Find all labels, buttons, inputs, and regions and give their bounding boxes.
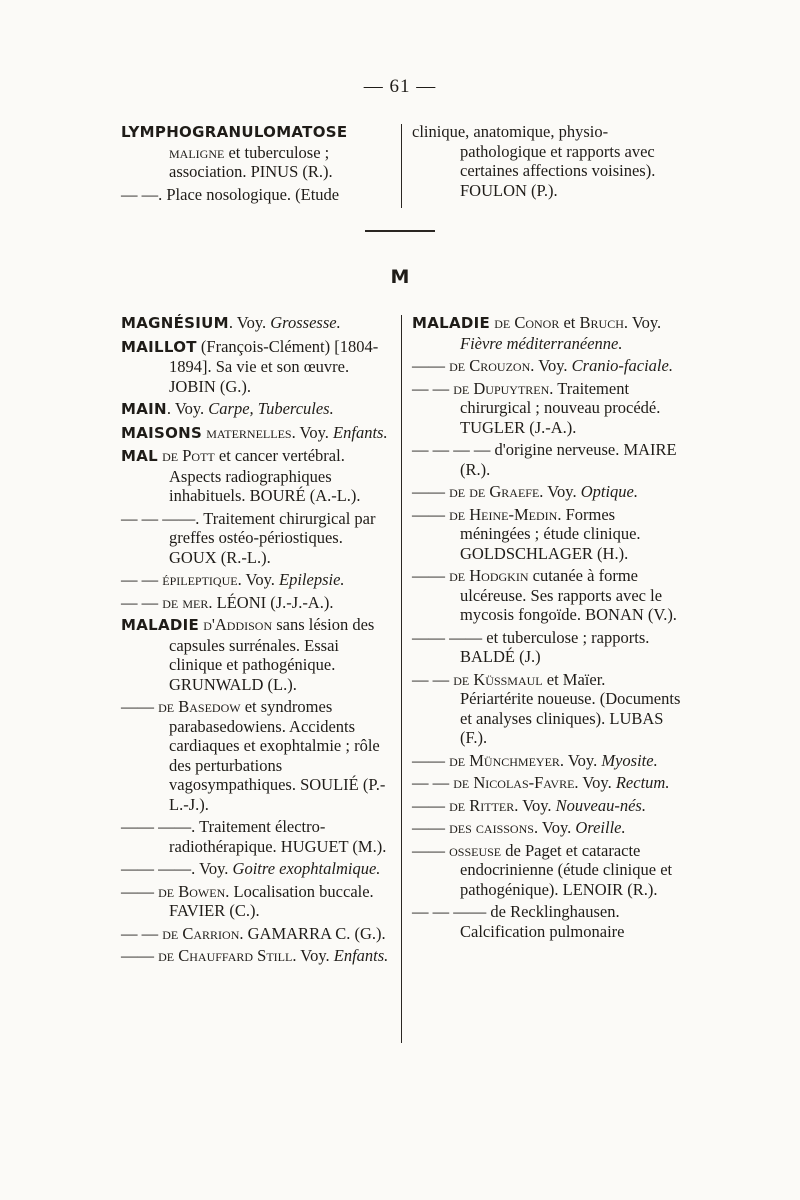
index-entry	[121, 697, 391, 814]
entry-text: de Münchmeyer	[449, 750, 560, 770]
entry-text: de Heine-Medin	[449, 504, 558, 524]
entry-keyword: MAL	[121, 447, 158, 465]
entry-text: ——	[412, 482, 450, 501]
index-entry	[412, 122, 682, 200]
entry-text: . Voy.	[574, 773, 616, 792]
entry-text: et syndromes parabasedowiens. Accidents cardiaques et exophtalmie ; rôle des perturbations vagosympathiques. SOULIÉ (P.-L.-J.).	[169, 697, 386, 814]
entry-text: — —. Place nosologique. (Etude	[121, 184, 340, 204]
entry-text: sans lésion des capsules surrénales. Essai clinique et pathogénique. GRUNWALD (L.).	[169, 615, 375, 694]
index-entry	[121, 924, 391, 944]
index-entry	[412, 773, 682, 793]
entry-text: de Dupuytren	[453, 378, 550, 398]
entry-text: . Voy.	[533, 818, 576, 837]
entry-text: osseuse	[449, 840, 502, 860]
entry-text: — —	[412, 378, 454, 398]
entry-text: . GAMARRA C. (G.).	[239, 923, 386, 943]
top-right-column	[412, 122, 682, 203]
main-left-column	[121, 313, 391, 969]
entry-text: de Bowen	[158, 881, 226, 901]
entry-text: —— —— et tuberculose ; rapports. BALDÉ (J.)	[412, 627, 650, 666]
entry-text: . Voy.	[292, 946, 334, 965]
index-entry	[412, 751, 682, 771]
main-column-divider	[401, 315, 402, 1043]
entry-keyword: MAILLOT	[121, 337, 197, 356]
entry-text: . Voy.	[237, 570, 279, 589]
index-entry	[121, 570, 391, 590]
index-entry	[412, 356, 682, 376]
entry-text: de Hodgkin	[449, 566, 529, 585]
index-entry	[121, 615, 391, 694]
index-entry	[412, 482, 682, 502]
entry-reference: Grossesse.	[270, 313, 341, 332]
entry-reference: Optique.	[580, 482, 639, 501]
index-entry	[121, 399, 391, 420]
entry-keyword: LYMPHOGRANULOMATOSE	[121, 123, 348, 141]
top-left-column	[121, 122, 391, 207]
entry-text: ——	[412, 504, 450, 524]
entry-text: . Traitement chirurgical ; nouveau procédé. TUGLER (J.-A.).	[460, 378, 661, 437]
entry-text: maligne	[169, 142, 225, 162]
entry-text: de Crouzon	[449, 356, 531, 375]
index-entry	[412, 379, 682, 438]
index-entry	[412, 670, 682, 748]
entry-reference: Enfants.	[333, 422, 388, 442]
entry-text: des caissons	[449, 818, 534, 837]
entry-keyword: MAGNÉSIUM	[121, 314, 229, 332]
entry-text: et cancer vertébral. Aspects radiographiques inhabituels. BOURÉ (A.-L.).	[169, 446, 361, 505]
entry-text: (François-Clément) [1804-1894]. Sa vie et son œuvre. JOBIN (G.).	[169, 336, 379, 396]
entry-text: maternelles	[202, 422, 292, 442]
entry-text: de Basedow	[158, 697, 241, 716]
index-entry	[121, 313, 391, 334]
index-entry	[412, 841, 682, 900]
entry-text: Bruch	[579, 313, 624, 332]
entry-text: ——	[412, 840, 450, 860]
entry-reference: Oreille.	[575, 818, 626, 837]
entry-text: — —	[412, 669, 454, 689]
index-entry	[121, 859, 391, 879]
entry-text: de de Graefe	[449, 482, 540, 501]
entry-keyword: MALADIE	[412, 314, 491, 332]
index-entry	[412, 566, 682, 625]
index-entry	[412, 902, 682, 941]
entry-text: — — — — d'origine nerveuse. MAIRE (R.).	[412, 440, 677, 479]
entry-keyword: MALADIE	[121, 616, 200, 634]
entry-text: . Formes méningées ; étude clinique. GOLDSCHLAGER (H.).	[460, 504, 641, 563]
entry-reference: Nouveau-nés.	[555, 795, 646, 815]
entry-text: d'Addison	[199, 615, 273, 634]
entry-reference: Myosite.	[601, 750, 658, 770]
entry-reference: Enfants.	[333, 946, 389, 965]
entry-text: . Voy.	[530, 356, 572, 375]
entry-text: . Voy.	[539, 482, 581, 501]
index-entry	[121, 122, 391, 182]
index-entry	[121, 817, 391, 856]
entry-reference: Rectum.	[615, 773, 670, 792]
entry-text: — — —— de Recklinghausen. Calcification pulmonaire	[412, 902, 625, 941]
entry-text: . LÉONI (J.-J.-A.).	[208, 592, 334, 612]
entry-keyword: MAIN	[121, 400, 167, 418]
entry-text: et tuberculose ; association. PINUS (R.).	[169, 142, 333, 181]
index-entry	[121, 509, 391, 568]
entry-reference: Carpe, Tubercules.	[208, 399, 334, 418]
entry-text: de Paget et cataracte endocrinienne (étude clinique et pathogénique). LENOIR (R.).	[460, 840, 673, 899]
entry-text: clinique, anatomique, physio-pathologique et rapports avec certaines affections voisines). FOULON (P.).	[412, 122, 656, 200]
entry-text: ——	[412, 795, 450, 815]
index-entry	[121, 185, 391, 205]
entry-text: ——	[412, 356, 450, 375]
entry-text: ——	[412, 818, 450, 837]
entry-reference: Fièvre méditerranéenne.	[460, 333, 623, 353]
entry-text: —— ——. Voy.	[121, 859, 233, 878]
entry-text: ——	[412, 750, 450, 770]
section-divider	[365, 230, 435, 232]
entry-text: épileptique	[162, 570, 238, 589]
entry-text: — —	[121, 923, 163, 943]
entry-text: de Carrion	[162, 923, 240, 943]
entry-text: . Voy.	[559, 750, 602, 770]
entry-text: . Voy.	[291, 422, 334, 442]
index-entry	[412, 440, 682, 479]
entry-text: . Voy.	[228, 313, 271, 332]
index-entry	[121, 337, 391, 397]
page-number: — 61 —	[363, 76, 437, 97]
entry-text: . Voy.	[623, 313, 662, 332]
entry-text: — —	[121, 570, 163, 589]
entry-text: de Conor	[490, 313, 560, 332]
entry-text: ——	[121, 946, 159, 965]
index-entry	[412, 505, 682, 564]
index-entry	[412, 818, 682, 838]
entry-text: ——	[121, 881, 159, 901]
entry-text: et	[559, 313, 580, 332]
entry-reference: Cranio-faciale.	[571, 356, 673, 375]
index-entry	[412, 628, 682, 667]
entry-text: ——	[121, 697, 159, 716]
index-entry	[121, 446, 391, 506]
index-entry	[121, 593, 391, 613]
entry-text: cutanée à forme ulcéreuse. Ses rapports avec le mycosis fongoïde. BONAN (V.).	[460, 566, 677, 624]
entry-text: . Localisation buccale. FAVIER (C.).	[169, 881, 374, 920]
entry-text: de Nicolas-Favre	[453, 773, 575, 792]
entry-text: —— ——. Traitement électro-radiothérapique. HUGUET (M.).	[121, 817, 387, 856]
top-column-divider	[401, 124, 402, 208]
entry-text: de Ritter	[449, 795, 515, 815]
index-entry	[121, 882, 391, 921]
entry-text: de mer	[162, 592, 209, 612]
entry-text: . Voy.	[166, 399, 209, 418]
entry-text: de Pott	[158, 446, 215, 465]
entry-reference: Epilepsie.	[279, 570, 345, 589]
index-entry	[412, 313, 682, 353]
entry-text: — —	[121, 592, 163, 612]
main-right-column	[412, 313, 682, 944]
entry-text: et Maïer. Périartérite noueuse. (Documents et analyses cliniques). LUBAS (F.).	[460, 669, 681, 747]
entry-text: . Voy.	[514, 795, 556, 815]
index-entry	[121, 946, 391, 966]
index-entry	[121, 423, 391, 444]
section-letter-heading: M	[390, 266, 410, 288]
entry-text: de Küssmaul	[453, 669, 543, 689]
entry-text: — —	[412, 773, 454, 792]
index-entry	[412, 796, 682, 816]
entry-text: ——	[412, 566, 450, 585]
entry-reference: Goitre exophtalmique.	[232, 859, 381, 878]
entry-text: de Chauffard Still	[158, 946, 293, 965]
entry-text: — — ——. Traitement chirurgical par greffes ostéo-périostiques. GOUX (R.-L.).	[121, 508, 376, 567]
entry-keyword: MAISONS	[121, 423, 203, 442]
